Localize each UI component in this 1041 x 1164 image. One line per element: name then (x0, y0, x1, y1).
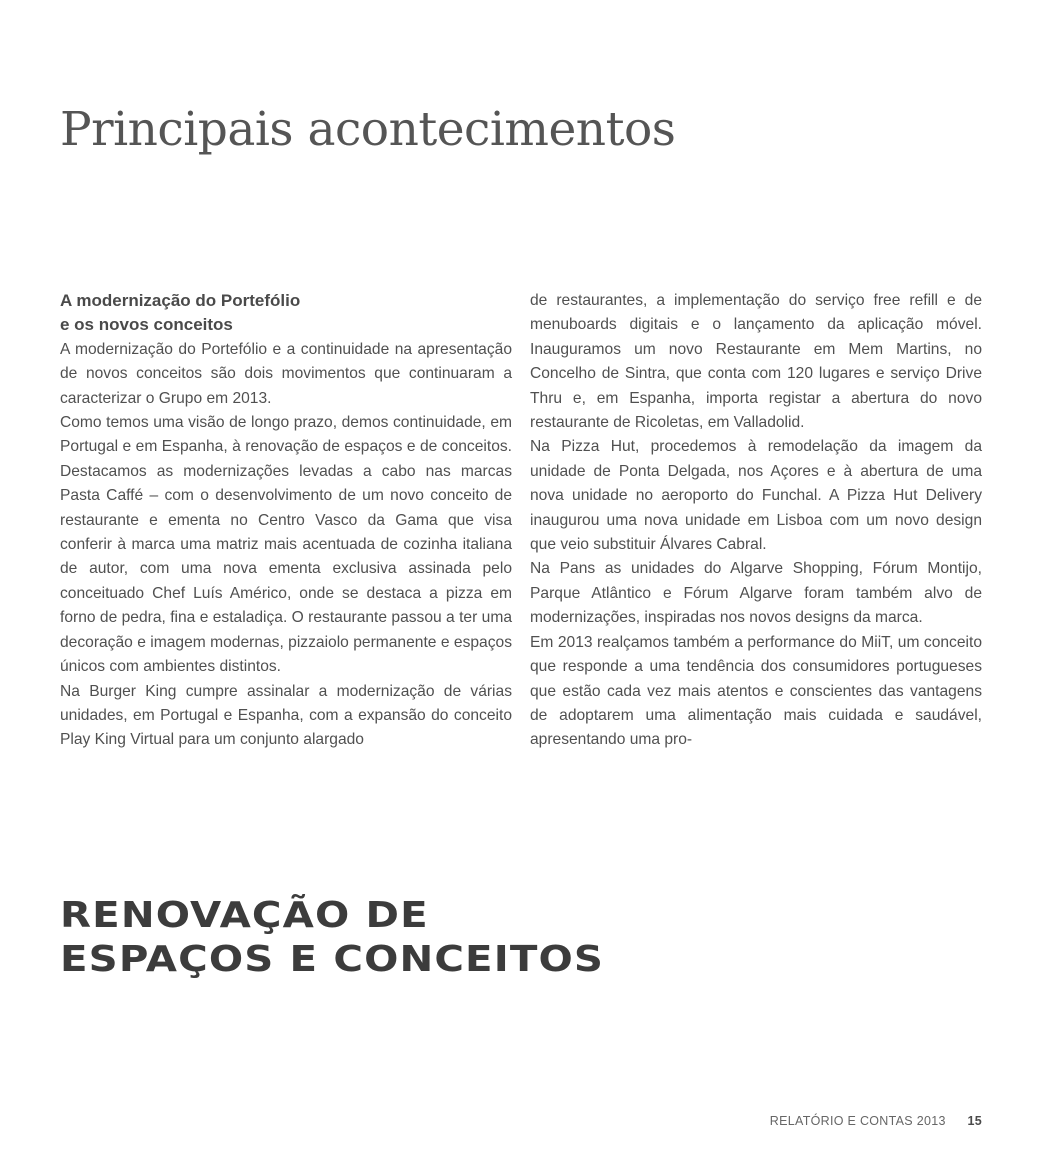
page-title: Principais acontecimentos (60, 102, 676, 157)
section-banner (60, 894, 604, 982)
article-columns (60, 289, 982, 753)
page-footer (770, 1114, 982, 1128)
section-heading-line-2: e os novos conceitos (60, 315, 233, 335)
section-heading (60, 289, 512, 338)
paragraph: A modernização do Portefólio e a continuidade na apresentação de novos conceitos são dois movimentos que continuaram a caracterizar o Grupo em 2013. (60, 340, 512, 407)
article-column-left (60, 289, 512, 753)
paragraph: Na Pans as unidades do Algarve Shopping, Fórum Montijo, Parque Atlântico e Fórum Algarve foram também alvo de modernizações, inspiradas nos novos designs da marca. (530, 560, 982, 627)
paragraph: Em 2013 realçamos também a performance do MiiT, um conceito que responde a uma tendência dos consumidores portugueses que estão cada vez mais atentos e conscientes das vantagens de adoptarem uma alimentação mais cuidada e saudável, apresentando uma pro- (530, 633, 982, 749)
paragraph: Na Pizza Hut, procedemos à remodelação da imagem da unidade de Ponta Delgada, nos Açores e à abertura de uma nova unidade no aeroporto do Funchal. A Pizza Hut Delivery inaugurou uma nova unidade em Lisboa com um novo design que veio substituir Álvares Cabral. (530, 438, 982, 554)
article-column-right (530, 289, 982, 753)
paragraph: Como temos uma visão de longo prazo, demos continuidade, em Portugal e em Espanha, à renovação de espaços e de conceitos. Destacamos as modernizações levadas a cabo nas marcas Pasta Caffé – com o desenvolvimento de um novo conceito de restaurante e ementa no Centro Vasco da Gama que visa conferir à marca uma matriz mais acentuada de cozinha italiana de autor, com uma nova ementa exclusiva assinada pelo conceituado Chef Luís Américo, onde se destaca a pizza em forno de pedra, fina e estaladiça. O restaurante passou a ter uma decoração e imagem modernas, pizzaiolo permanente e espaços únicos com ambientes distintos. (60, 414, 512, 676)
report-name: RELATÓRIO E CONTAS 2013 (769, 1114, 946, 1128)
section-banner-line-2: ESPAÇOS E CONCEITOS (60, 939, 605, 980)
page-number: 15 (967, 1114, 982, 1128)
paragraph: de restaurantes, a implementação do serviço free refill e de menuboards digitais e o lançamento da aplicação móvel. Inauguramos um novo Restaurante em Mem Martins, no Concelho de Sintra, que conta com 120 lugares e serviço Drive Thru e, em Espanha, importa registar a abertura do novo restaurante de Ricoletas, em Valladolid. (530, 292, 982, 432)
paragraph: Na Burger King cumpre assinalar a modernização de várias unidades, em Portugal e Espanha, com a expansão do conceito Play King Virtual para um conjunto alargado (60, 682, 512, 749)
section-heading-line-1: A modernização do Portefólio (60, 291, 301, 310)
section-banner-line-1: RENOVAÇÃO DE (60, 895, 429, 936)
